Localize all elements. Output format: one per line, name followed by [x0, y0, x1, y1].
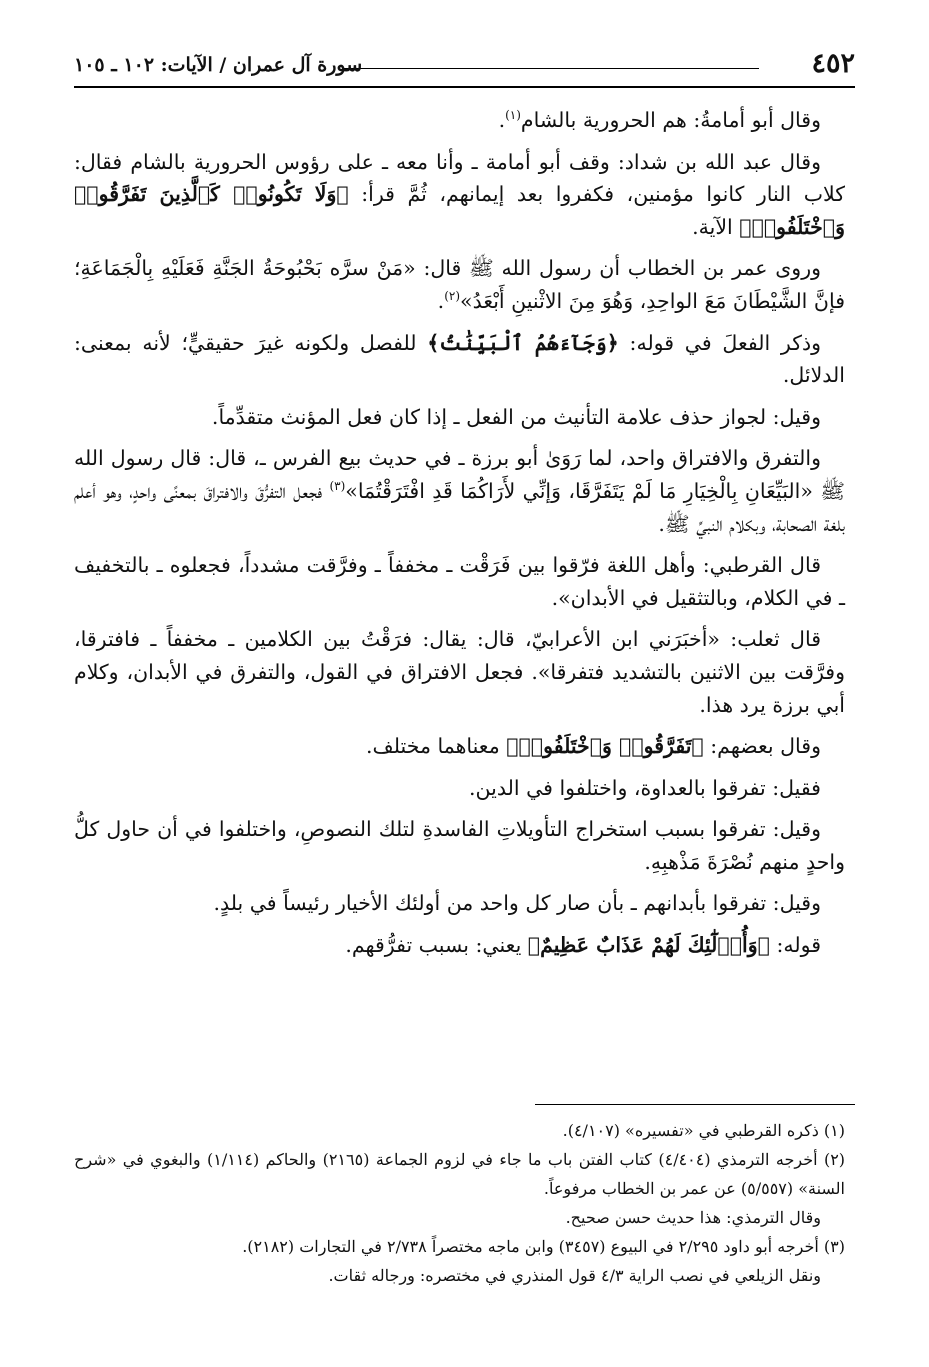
- paragraph-text: وذكر الفعلَ في قوله:: [618, 330, 821, 355]
- paragraph-text: قوله:: [769, 933, 821, 958]
- paragraph: [74, 929, 845, 962]
- paragraph-text: وقيل: تفرقوا بأبدانهم ـ بأن صار كل واحد من أولئك الأخيار رئيساً في بلدٍ.: [213, 891, 821, 916]
- footnotes: [74, 1116, 845, 1290]
- paragraph-text-end: فجعل التفرُّقَ والافتراقَ بمعنًى واحدٍ، وهو أعلم بلغة الصحابة، وبكلام النبيِّ ﷺ.: [74, 478, 845, 536]
- paragraph: [74, 813, 845, 878]
- quran-verse: ﴿وَجَآءَهُمُ ٱلْبَيِّنَٰتُ﴾: [427, 330, 619, 355]
- paragraph: [74, 104, 845, 137]
- paragraph-text: والتفرق والافتراق واحد، لما رَوَىٰ أبو برزة ـ في حديث بيع الفرس ـ، قال: قال رسول الله ﷺ «البَيِّعَانِ بِالْخِيَارِ مَا لَمْ يَتَفَرَّقَا، وَإنِّي لأَرَاكُمَا قَدِ افْتَرَقْتُمَا»: [74, 446, 846, 503]
- paragraph-text-end: .: [498, 108, 506, 132]
- paragraph: [74, 772, 845, 805]
- paragraph: [74, 442, 845, 540]
- footnote: (٢) أخرجه الترمذي (٤/٤٠٤) كتاب الفتن باب ما جاء في لزوم الجماعة (٢١٦٥) والحاكم (١/١١٤) والبغوي في «شرح السنة» (٥/٥٥٧) عن عمر بن الخطاب مرفوعاً.: [74, 1150, 846, 1198]
- page-header: [74, 44, 855, 88]
- quran-verse: ﴿وَأُو۟لَٰٓئِكَ لَهُمْ عَذَابٌ عَظِيمٌ﴾: [527, 933, 770, 958]
- header-divider: [74, 86, 855, 88]
- paragraph-text-end: يعني: بسبب تفرُّقهم.: [345, 933, 528, 958]
- paragraph: [74, 730, 845, 763]
- paragraph: [74, 887, 845, 920]
- quran-verse: ﴿وَلَا تَكُونُوا۟ كَٱلَّذِينَ تَفَرَّقُوا۟ وَٱخْتَلَفُوا۟﴾: [74, 182, 845, 239]
- paragraph-text: وقال بعضهم:: [703, 734, 821, 759]
- paragraph-text: وقال أبو أمامةُ: هم الحرورية بالشام: [520, 108, 821, 132]
- header-rule: [344, 68, 759, 69]
- paragraph-text: قال ثعلب: «أخبَرَني ابن الأعرابيّ، قال: يقال: فرَقْتُ بين الكلامين ـ مخففاً ـ فافترقا، وفرَّقت بين الاثنين بالتشديد فتفرقا». فجعل الافتراق في القول، والتفرق في الأبدان، وكلام أبي برزة يرد هذا.: [74, 627, 845, 717]
- paragraph: [74, 146, 845, 244]
- footnote-marker[interactable]: (١): [505, 108, 521, 123]
- page-number: ٤٥٢: [811, 48, 855, 79]
- paragraph: [74, 623, 845, 721]
- paragraph: [74, 327, 845, 392]
- quran-verse: ﴿تَفَرَّقُوا۟ وَٱخْتَلَفُوا۟﴾: [506, 734, 704, 759]
- footnote: (١) ذكره القرطبي في «تفسيره» (٤/١٠٧).: [562, 1121, 845, 1140]
- paragraph-text: وقال عبد الله بن شداد: وقف أبو أمامة ـ وأنا معه ـ على رؤوس الحرورية بالشام فقال: كلاب النار كانوا مؤمنين، فكفروا بعد إيمانهم، ثُمَّ قرأ:: [74, 149, 845, 207]
- footnote-marker[interactable]: (٣): [329, 479, 346, 494]
- footnote-marker[interactable]: (٢): [444, 289, 461, 304]
- paragraph-text: وروى عمر بن الخطاب أن رسول الله ﷺ قال: «مَنْ سرَّه بَحْبُوحَةُ الجَنَّةِ فَعَلَيْهِ بِالْجَمَاعَةِ؛ فإنَّ الشَّيْطَانَ مَعَ الواحِدِ، وَهُوَ مِنَ الاثْنينِ أَبْعَدُ»: [74, 256, 845, 313]
- footnote: (٣) أخرجه أبو داود ٢/٢٩٥ في البيوع (٣٤٥٧) وابن ماجه مختصراً ٢/٧٣٨ في التجارات (٢١٨٢).: [242, 1237, 845, 1256]
- paragraph: [74, 401, 845, 434]
- paragraph: [74, 549, 845, 614]
- footnote: وقال الترمذي: هذا حديث حسن صحيح.: [565, 1208, 821, 1227]
- footnote-divider: [535, 1104, 855, 1105]
- running-head: سورة آل عمران / الآيات: ١٠٢ ـ ١٠٥: [74, 54, 363, 76]
- paragraph-text-end: معناهما مختلف.: [366, 734, 507, 759]
- paragraph-text-end: .: [437, 288, 445, 313]
- paragraph: [74, 252, 845, 317]
- paragraph-text-end: الآية.: [692, 214, 740, 239]
- paragraph-text: وقيل: لجواز حذف علامة التأنيث من الفعل ـ إذا كان فعل المؤنث متقدِّماً.: [211, 404, 821, 429]
- footnote: ونقل الزيلعي في نصب الراية ٤/٣ قول المنذري في مختصره: ورجاله ثقات.: [328, 1266, 821, 1285]
- paragraph-text: قال القرطبي: وأهل اللغة فرّقوا بين فَرَقْت ـ مخففاً ـ وفرَّقت مشدداً، فجعلوه ـ بالتخفيف ـ في الكلام، وبالتثقيل في الأبدان».: [74, 553, 845, 610]
- paragraph-text: فقيل: تفرقوا بالعداوة، واختلفوا في الدين.: [469, 775, 821, 800]
- paragraph-text: وقيل: تفرقوا بسبب استخراج التأويلاتِ الفاسدةِ لتلك النصوصِ، واختلفوا في أن حاول كلُّ واحدٍ منهم نُصْرَةَ مَذْهبِهِ.: [74, 817, 845, 874]
- paragraph-text-end: للفصل ولكونه غيرَ حقيقيٍّ؛ لأنه بمعنى: الدلائل.: [74, 330, 845, 388]
- main-text: [74, 104, 845, 971]
